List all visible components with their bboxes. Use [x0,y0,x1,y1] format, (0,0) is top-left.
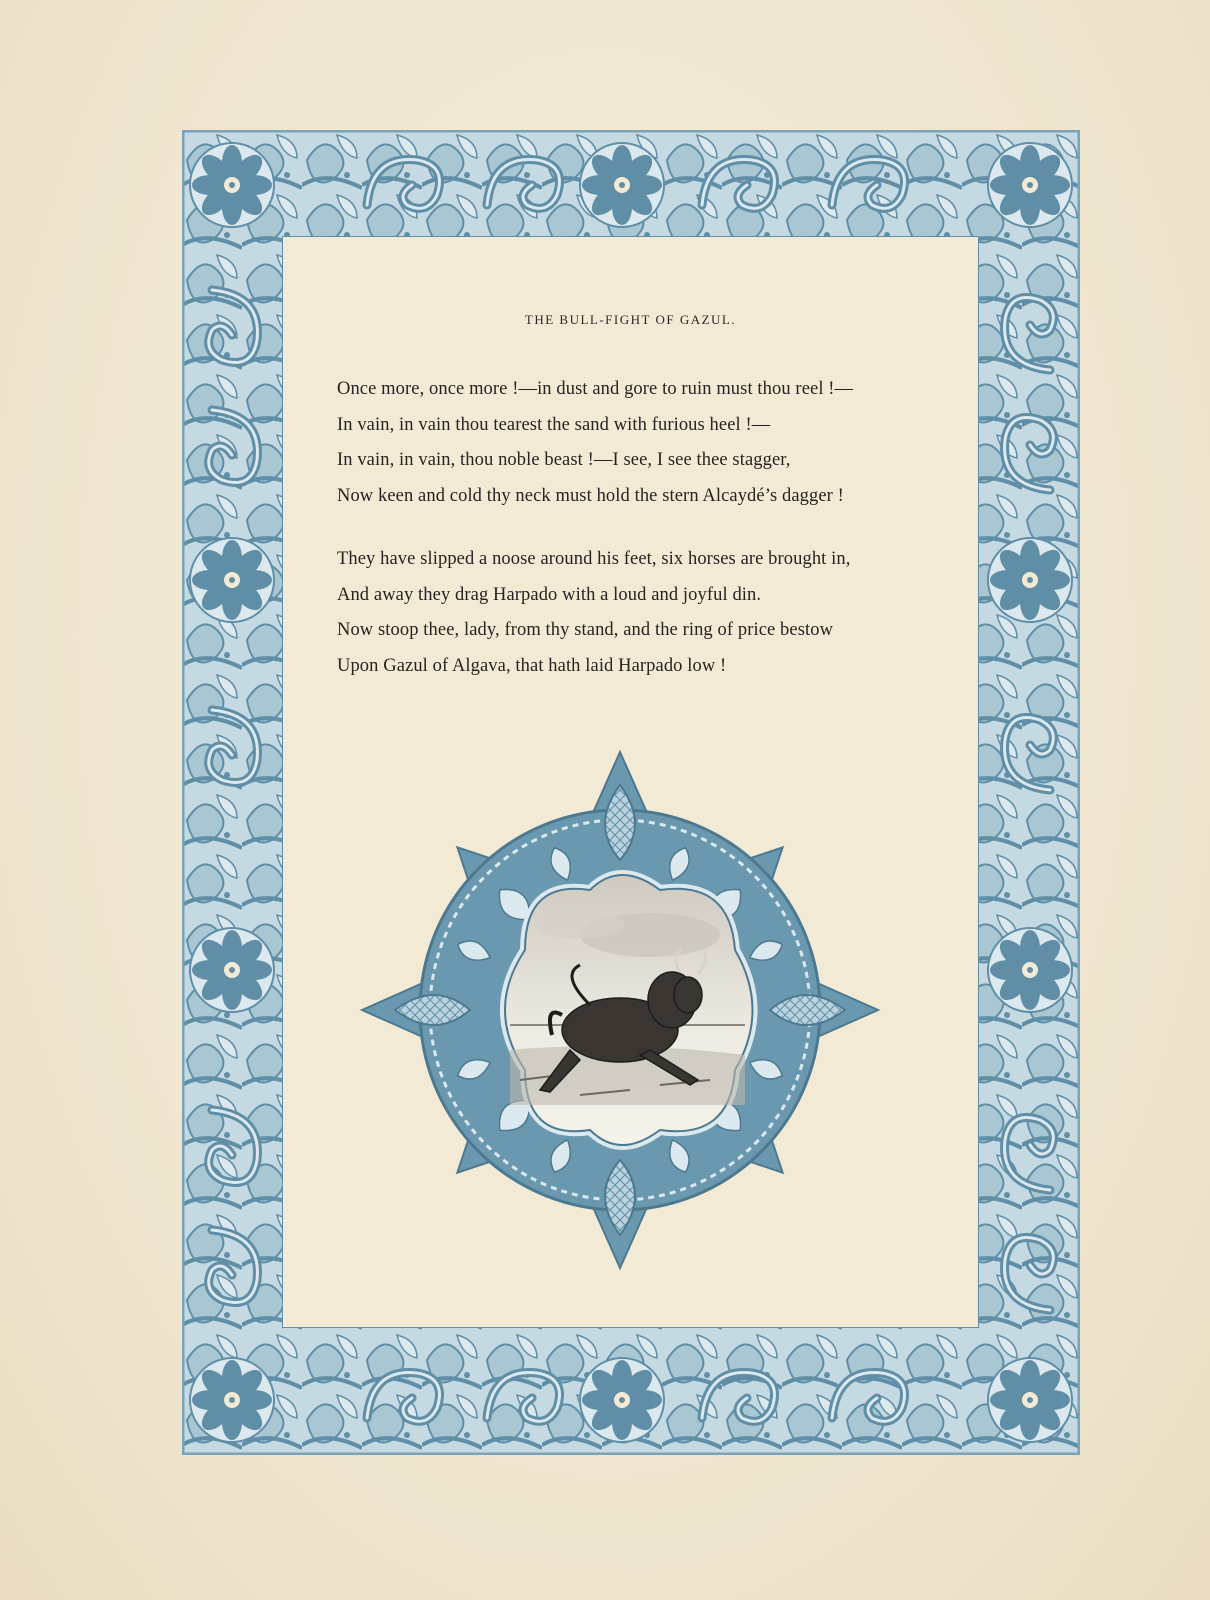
poem-body [337,372,977,712]
poem-line: Now keen and cold thy neck must hold the stern Alcaydé’s dagger ! [337,485,844,506]
poem-line: Now stoop thee, lady, from thy stand, and the ring of price bestow [337,620,834,640]
poem-line: In vain, in vain thou tearest the sand with furious heel !— [337,414,771,435]
poem-line: They have slipped a noose around his feet, six horses are brought in, [337,549,851,569]
page-title: THE BULL-FIGHT OF GAZUL. [524,312,737,327]
poem-line: Upon Gazul of Algava, that hath laid Harpado low ! [337,655,727,676]
poem-line: In vain, in vain, thou noble beast !—I see, I see thee stagger, [337,450,791,470]
stanza-1 [337,372,977,514]
bull-medallion-illustration [355,745,885,1275]
stanza-2 [337,542,977,684]
poem-line: Once more, once more !—in dust and gore to ruin must thou reel !— [337,379,854,399]
poem-line: And away they drag Harpado with a loud and joyful din. [337,584,762,605]
